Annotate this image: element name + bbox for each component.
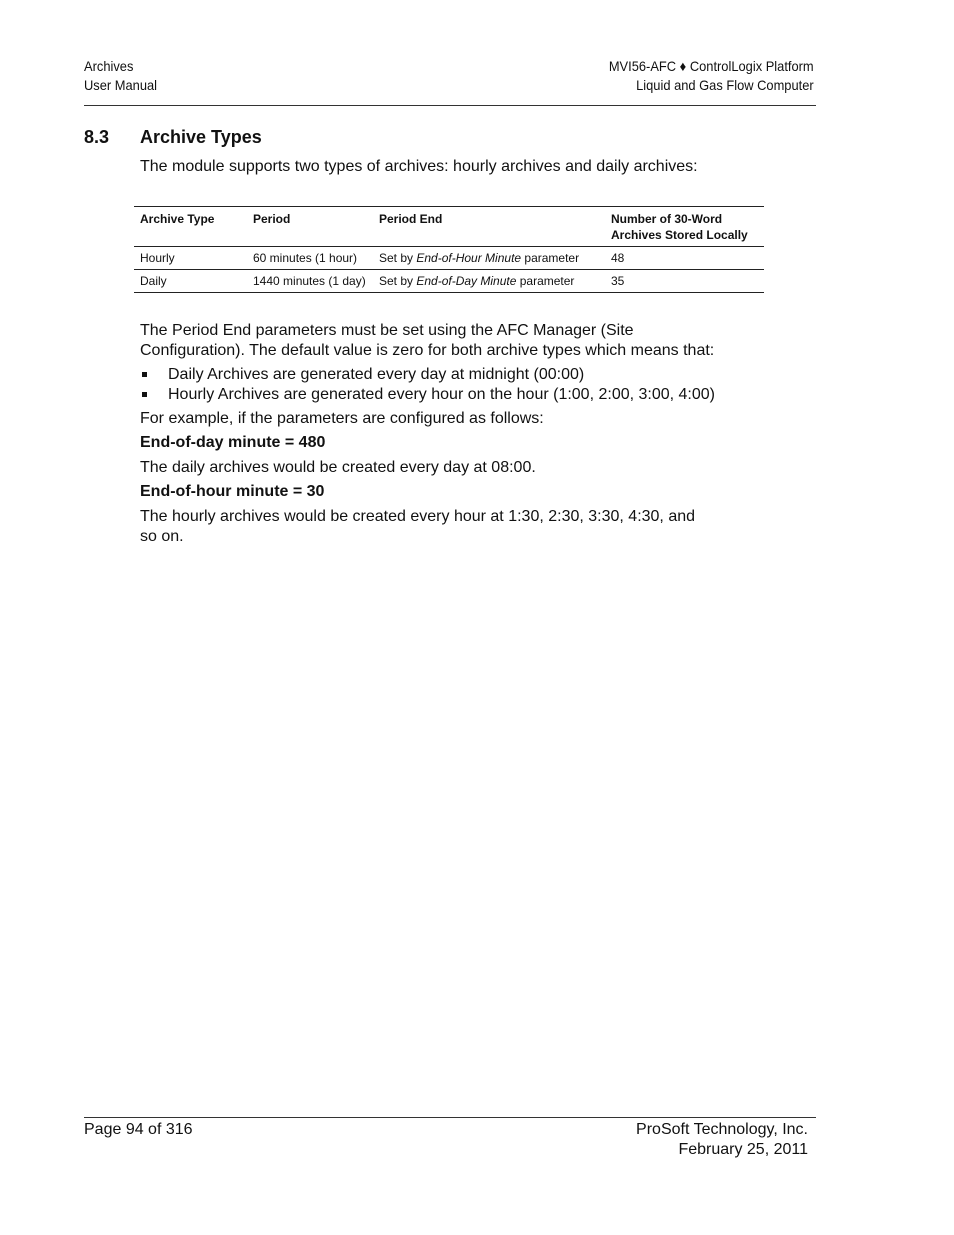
list-item-text: Daily Archives are generated every day at midnight (00:00) [168,366,585,383]
cell-count: 35 [611,274,625,288]
cell-period: 1440 minutes (1 day) [253,274,366,288]
cell-period-end-suffix: parameter [521,251,580,265]
period-end-paragraph-line2: Configuration). The default value is zero for both archive types which means that: [140,341,715,359]
section-number: 8.3 [84,127,110,147]
header-left [84,57,157,95]
cell-period-end-param: End-of-Day Minute [416,274,517,288]
section-heading [84,126,262,148]
table-row [134,270,764,293]
period-end-paragraph [140,321,765,360]
cell-period-end [373,270,605,293]
footer-right [636,1120,808,1159]
bullet-square-icon [142,392,147,397]
footer-date: February 25, 2011 [678,1140,808,1158]
header-doc-type: User Manual [84,77,158,93]
end-of-hour-text-line1: The hourly archives would be created every hour at 1:30, 2:30, 3:30, 4:30, and [140,508,696,525]
end-of-day-heading: End-of-day minute = 480 [140,434,326,451]
col-header-count-line2: Archives Stored Locally [611,228,748,242]
list-item-text: Hourly Archives are generated every hour on the hour (1:00, 2:00, 3:00, 4:00) [168,386,715,403]
cell-archive-type: Daily [140,274,167,288]
header-rule [84,105,816,106]
cell-count: 48 [611,251,625,265]
bullet-square-icon [142,372,147,377]
default-behavior-list [140,365,715,405]
header-product-desc: Liquid and Gas Flow Computer [636,77,814,93]
period-end-paragraph-line1: The Period End parameters must be set using the AFC Manager (Site [140,322,634,339]
table-row [134,247,764,270]
end-of-hour-text [140,507,765,546]
intro-paragraph: The module supports two types of archives: hourly archives and daily archives: [140,158,698,175]
col-header-archive-type: Archive Type [140,212,215,226]
col-header-count-line1: Number of 30-Word [611,212,723,226]
table-header-row [134,207,764,247]
end-of-day-text: The daily archives would be created every day at 08:00. [140,459,536,476]
footer-rule [84,1117,816,1118]
footer-company: ProSoft Technology, Inc. [636,1121,808,1138]
example-intro: For example, if the parameters are configured as follows: [140,410,544,427]
cell-period: 60 minutes (1 hour) [253,251,358,265]
cell-archive-type: Hourly [140,251,175,265]
cell-period-end [373,247,605,270]
header-product: MVI56-AFC ♦ ControlLogix Platform [609,58,814,74]
list-item [140,385,715,405]
col-header-period-end: Period End [379,212,443,226]
cell-period-end-suffix: parameter [516,274,575,288]
end-of-hour-heading: End-of-hour minute = 30 [140,483,325,500]
list-item [140,365,715,385]
cell-period-end-param: End-of-Hour Minute [416,251,522,265]
section-title: Archive Types [140,127,262,147]
end-of-hour-text-line2: so on. [140,527,184,545]
page-number: Page 94 of 316 [84,1121,193,1138]
col-header-period: Period [253,212,291,226]
cell-period-end-prefix: Set by [379,274,417,288]
col-header-count [605,207,764,247]
header-right [609,57,814,95]
cell-period-end-prefix: Set by [379,251,417,265]
archive-types-table [134,206,764,293]
header-chapter: Archives [84,58,134,74]
